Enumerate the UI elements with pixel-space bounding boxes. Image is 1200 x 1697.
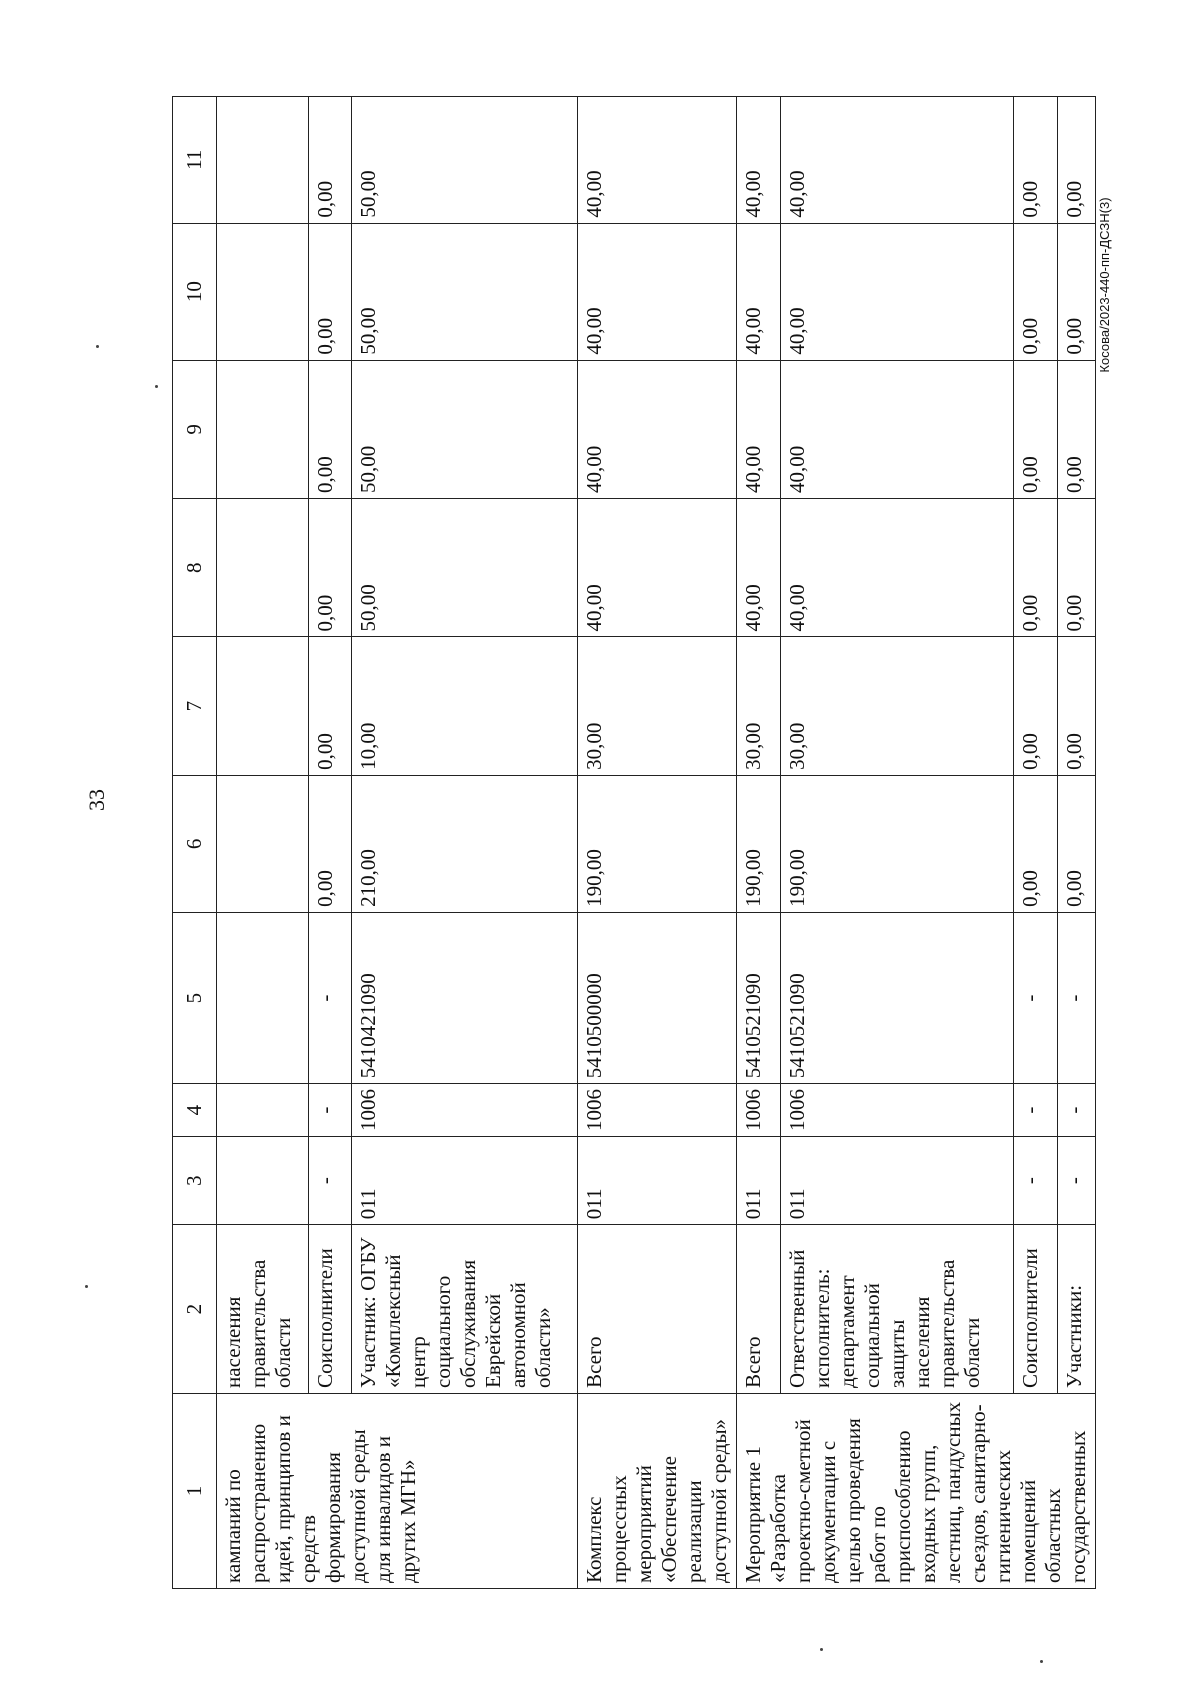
- table-cell: [217, 1136, 309, 1224]
- header-cell: 2: [173, 1225, 217, 1394]
- table-cell: [217, 637, 309, 775]
- scan-speck: [820, 1648, 823, 1651]
- scan-speck: [155, 385, 158, 388]
- table-cell: -: [1013, 912, 1057, 1083]
- table-cell: 40,00: [578, 360, 737, 498]
- table-cell: 0,00: [309, 223, 352, 360]
- table-cell: 50,00: [352, 360, 578, 498]
- header-cell: 4: [173, 1084, 217, 1137]
- participant-cell: Всего: [737, 1225, 781, 1394]
- table-cell: 0,00: [309, 499, 352, 637]
- table-cell: 10,00: [352, 637, 578, 775]
- table-cell: 0,00: [1013, 223, 1057, 360]
- participant-cell: Участник: ОГБУ «Комплексный центр социального обслуживания Еврейской автономной области»: [352, 1225, 578, 1394]
- table-cell: [217, 223, 309, 360]
- table-row: [781, 97, 1013, 1589]
- table-cell: -: [1058, 1084, 1096, 1137]
- table-cell: [217, 912, 309, 1083]
- table-cell: -: [309, 1136, 352, 1224]
- table-cell: 5410521090: [781, 912, 1013, 1083]
- table-cell: 40,00: [578, 223, 737, 360]
- header-cell: 7: [173, 637, 217, 775]
- table-cell: -: [309, 1084, 352, 1137]
- scan-speck: [85, 1285, 88, 1288]
- rotated-table-wrapper: [172, 96, 1090, 1589]
- participant-cell: Всего: [578, 1225, 737, 1394]
- table-cell: 190,00: [781, 775, 1013, 912]
- table-cell: 50,00: [352, 499, 578, 637]
- table-cell: 0,00: [309, 775, 352, 912]
- table-cell: 40,00: [737, 499, 781, 637]
- table-cell: 30,00: [737, 637, 781, 775]
- table-cell: 0,00: [309, 97, 352, 224]
- table-cell: 011: [737, 1136, 781, 1224]
- table-row: [1013, 97, 1057, 1589]
- table-cell: 0,00: [1013, 97, 1057, 224]
- document-code: Косова/2023-440-пп-ДСЗН(3): [1097, 197, 1112, 373]
- participant-cell: Ответственный исполнитель: департамент социальной защиты населения правительства области: [781, 1225, 1013, 1394]
- table-cell: 011: [781, 1136, 1013, 1224]
- participant-cell: Соисполнители: [1013, 1225, 1057, 1394]
- header-cell: 10: [173, 223, 217, 360]
- table-row: [1058, 97, 1096, 1589]
- table-cell: 40,00: [578, 499, 737, 637]
- table-cell: 30,00: [781, 637, 1013, 775]
- table-cell: 5410500000: [578, 912, 737, 1083]
- table-cell: 5410421090: [352, 912, 578, 1083]
- table-cell: 1006: [781, 1084, 1013, 1137]
- table-cell: 0,00: [1058, 499, 1096, 637]
- table-cell: 40,00: [781, 97, 1013, 224]
- scan-speck: [1040, 1660, 1043, 1663]
- budget-table: [172, 96, 1096, 1589]
- header-cell: 9: [173, 360, 217, 498]
- header-cell: 1: [173, 1393, 217, 1588]
- header-cell: 11: [173, 97, 217, 224]
- table-cell: [217, 97, 309, 224]
- table-cell: 5410521090: [737, 912, 781, 1083]
- table-cell: -: [1058, 1136, 1096, 1224]
- table-row: [578, 97, 737, 1589]
- scan-speck: [96, 345, 99, 348]
- table-cell: 0,00: [1058, 223, 1096, 360]
- activity-name-cell: кампаний по распространению идей, принципов и средств формирования доступной среды для инвалидов и других МГН»: [217, 1393, 578, 1588]
- table-cell: -: [1013, 1136, 1057, 1224]
- table-row: [352, 97, 578, 1589]
- participant-cell: Соисполнители: [309, 1225, 352, 1394]
- table-cell: 011: [352, 1136, 578, 1224]
- activity-name-cell: Мероприятие 1 «Разработка проектно-сметной документации с целью проведения работ по приспособлению входных групп, лестниц, пандусных съездов, санитарно-гигиенических помещений областных государственных: [737, 1393, 1096, 1588]
- table-cell: 1006: [737, 1084, 781, 1137]
- table-cell: 190,00: [737, 775, 781, 912]
- page-number: 33: [84, 789, 109, 811]
- table-cell: -: [1058, 912, 1096, 1083]
- table-cell: 0,00: [309, 360, 352, 498]
- table-cell: 0,00: [309, 637, 352, 775]
- table-cell: 190,00: [578, 775, 737, 912]
- table-cell: 50,00: [352, 223, 578, 360]
- table-cell: 0,00: [1058, 97, 1096, 224]
- table-cell: [217, 360, 309, 498]
- table-cell: 0,00: [1013, 637, 1057, 775]
- table-cell: 40,00: [781, 223, 1013, 360]
- table-cell: 40,00: [781, 360, 1013, 498]
- table-row: [309, 97, 352, 1589]
- table-cell: 0,00: [1058, 637, 1096, 775]
- table-cell: [217, 1084, 309, 1137]
- table-cell: [217, 499, 309, 637]
- activity-name-cell: Комплекс процессных мероприятий «Обеспечение реализации доступной среды»: [578, 1393, 737, 1588]
- header-cell: 6: [173, 775, 217, 912]
- table-cell: [217, 775, 309, 912]
- header-cell: 8: [173, 499, 217, 637]
- table-cell: 1006: [578, 1084, 737, 1137]
- table-cell: 30,00: [578, 637, 737, 775]
- table-cell: 0,00: [1013, 360, 1057, 498]
- header-row: [173, 97, 217, 1589]
- table-cell: 40,00: [737, 360, 781, 498]
- table-row: [217, 97, 309, 1589]
- participant-cell: Участники:: [1058, 1225, 1096, 1394]
- table-cell: 210,00: [352, 775, 578, 912]
- table-cell: 0,00: [1058, 360, 1096, 498]
- table-cell: 50,00: [352, 97, 578, 224]
- table-row: [737, 97, 781, 1589]
- table-cell: 011: [578, 1136, 737, 1224]
- table-cell: 1006: [352, 1084, 578, 1137]
- table-cell: 40,00: [737, 223, 781, 360]
- table-cell: 40,00: [781, 499, 1013, 637]
- table-cell: -: [1013, 1084, 1057, 1137]
- table-cell: 0,00: [1013, 775, 1057, 912]
- table-cell: 40,00: [737, 97, 781, 224]
- table-cell: 0,00: [1058, 775, 1096, 912]
- table-cell: -: [309, 912, 352, 1083]
- table-cell: 40,00: [578, 97, 737, 224]
- table-cell: 0,00: [1013, 499, 1057, 637]
- participant-cell: населения правительства области: [217, 1225, 309, 1394]
- header-cell: 5: [173, 912, 217, 1083]
- header-cell: 3: [173, 1136, 217, 1224]
